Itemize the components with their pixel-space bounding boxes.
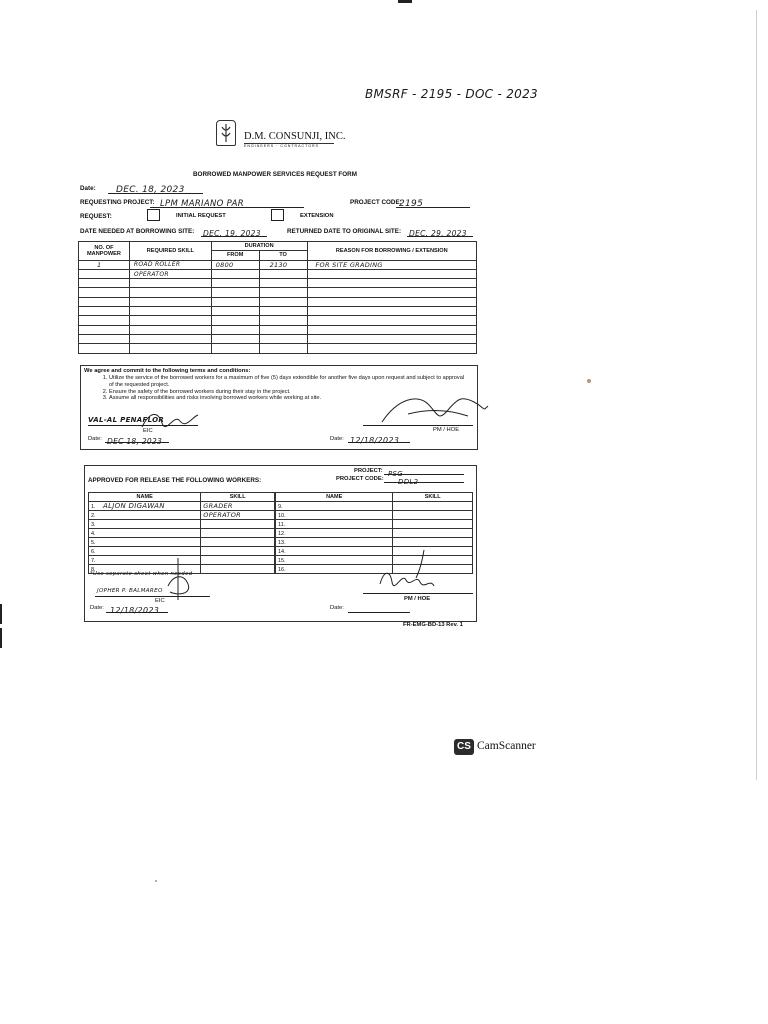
page-edge: [756, 10, 757, 780]
worker-name-cell: [276, 537, 393, 546]
row-number: 16.: [278, 566, 286, 573]
worker-skill: [201, 555, 275, 564]
row-number: 9.: [278, 503, 283, 510]
requesting-project-field: [150, 199, 304, 208]
pm-date-value: 12/18/2023: [350, 436, 400, 445]
returned-date-field: [407, 228, 473, 237]
row-number: 3.: [91, 521, 96, 528]
row-number: 8.: [91, 566, 96, 573]
header-duration: DURATION: [211, 242, 307, 251]
table-row: [79, 344, 477, 353]
date-needed-field: [201, 228, 267, 237]
table-row: [79, 316, 477, 325]
header-name: NAME: [276, 493, 393, 502]
worker-name-cell: [89, 537, 201, 546]
table-row: [276, 564, 473, 573]
eic-signature-line: [88, 424, 198, 426]
row-number: 4.: [91, 530, 96, 537]
table-row: [276, 510, 473, 519]
worker-skill: [393, 519, 473, 528]
release-pm-role: PM / HOE: [404, 596, 431, 602]
date-value: DEC. 18, 2023: [116, 185, 185, 195]
worker-name-cell: [89, 546, 201, 555]
table-row: [89, 510, 275, 519]
worker-skill: [393, 510, 473, 519]
returned-date-label: RETURNED DATE TO ORIGINAL SITE:: [287, 228, 402, 235]
scan-speck: [155, 880, 157, 882]
returned-date-value: DEC. 29, 2023: [409, 229, 467, 238]
worker-skill: [393, 528, 473, 537]
table-row: [79, 288, 477, 297]
worker-name-cell: [276, 519, 393, 528]
header-skill: REQUIRED SKILL: [129, 242, 211, 261]
release-pm-date-field: [348, 604, 410, 613]
row-number: 6.: [91, 548, 96, 555]
release-project-value: PSG: [388, 470, 403, 478]
table-row: [79, 297, 477, 306]
header-to: TO: [259, 251, 307, 260]
required-skill: OPERATOR: [129, 269, 211, 278]
release-project-label: PROJECT:: [354, 468, 383, 474]
row-number: 13.: [278, 539, 286, 546]
header-name: NAME: [89, 493, 201, 502]
form-code: FR-EMG-BD-13 Rev. 1: [403, 622, 463, 628]
header-reason: REASON FOR BORROWING / EXTENSION: [307, 242, 476, 261]
worker-skill: [201, 546, 275, 555]
project-code-value: 2195: [399, 199, 424, 209]
release-project-code-label: PROJECT CODE:: [336, 476, 384, 482]
release-pm-date-label: Date:: [330, 605, 344, 611]
company-tagline: ENGINEERS · CONTRACTORS: [244, 143, 334, 148]
worker-name-cell: [89, 519, 201, 528]
scan-edge-mark: [0, 628, 2, 648]
release-pm-signature: [376, 548, 438, 594]
duration-from: [211, 269, 259, 278]
row-number: 1.: [91, 503, 96, 510]
table-row: [276, 519, 473, 528]
required-skill: ROAD ROLLER: [129, 260, 211, 269]
eic-date-label: Date:: [88, 436, 102, 442]
table-row: [276, 546, 473, 555]
terms-item: 2. Ensure the safety of the borrowed workers during their stay in the project.: [109, 389, 469, 396]
worker-skill: [393, 537, 473, 546]
pm-signature-line: [363, 424, 473, 426]
scan-speck: [587, 379, 591, 383]
separate-sheet-note: *Use separate sheet when needed: [90, 571, 193, 577]
date-label: Date:: [80, 185, 96, 192]
camscanner-text: CamScanner: [477, 740, 536, 752]
extension-label: EXTENSION: [300, 213, 334, 219]
row-number: 2.: [91, 512, 96, 519]
worker-name-cell: [89, 510, 201, 519]
release-eic-date-value: 12/18/2023: [110, 606, 160, 615]
table-row: [89, 537, 275, 546]
company-name: D.M. CONSUNJI, INC.: [244, 131, 346, 142]
company-logo-icon: [216, 120, 236, 146]
release-eic-name: JOPHER P. BALMAREO: [97, 588, 163, 594]
worker-skill: OPERATOR: [201, 510, 275, 519]
worker-skill: [201, 564, 275, 573]
eic-role: EIC: [143, 428, 153, 434]
table-row: [276, 555, 473, 564]
table-row: [79, 269, 477, 278]
row-number: 7.: [91, 557, 96, 564]
table-row: [79, 260, 477, 269]
workers-table-right: [275, 492, 473, 574]
release-pm-line: [363, 592, 473, 594]
header-skill: SKILL: [201, 493, 275, 502]
worker-skill: [201, 519, 275, 528]
manpower-request-table: [78, 241, 477, 354]
table-row: [276, 501, 473, 510]
project-code-label: PROJECT CODE:: [350, 199, 402, 206]
reason: FOR SITE GRADING: [307, 260, 476, 269]
table-row: [89, 546, 275, 555]
initial-request-checkbox[interactable]: [147, 209, 160, 221]
eic-signatory-name: VAL-AL PENAFLOR: [88, 416, 165, 424]
pm-date-field: [348, 434, 410, 443]
project-code-field: [396, 199, 470, 208]
worker-name-cell: [276, 528, 393, 537]
worker-name-cell: [276, 510, 393, 519]
table-row: [79, 307, 477, 316]
duration-to: 2130: [259, 260, 307, 269]
release-project-code-field: [384, 475, 464, 486]
pm-role: PM / HOE: [433, 427, 460, 433]
pm-date-label: Date:: [330, 436, 344, 442]
initial-request-label: INITIAL REQUEST: [176, 213, 226, 219]
eic-date-field: [105, 434, 169, 446]
eic-date-value: DEC 18, 2023: [107, 437, 163, 446]
row-number: 12.: [278, 530, 286, 537]
terms-heading: We agree and commit to the following terms and conditions:: [84, 368, 251, 374]
release-eic-date-field: [106, 604, 168, 613]
header-from: FROM: [211, 251, 259, 260]
terms-item: 1. Utilize the service of the borrowed workers for a maximum of five (5) days extendible for another five days upon request and subject to approval of the requested project.: [109, 375, 469, 389]
reference-number: BMSRF - 2195 - DOC - 2023: [365, 87, 538, 101]
manpower-count: [79, 269, 130, 278]
release-eic-date-label: Date:: [90, 605, 104, 611]
row-number: 15.: [278, 557, 286, 564]
table-row: [89, 528, 275, 537]
worker-skill: [201, 528, 275, 537]
release-heading: APPROVED FOR RELEASE THE FOLLOWING WORKERS:: [88, 477, 262, 484]
duration-from: 0800: [211, 260, 259, 269]
worker-skill: GRADER: [201, 501, 275, 510]
form-title: BORROWED MANPOWER SERVICES REQUEST FORM: [193, 171, 357, 178]
worker-name-cell: [89, 528, 201, 537]
worker-name: ALJON DIGAWAN: [103, 501, 165, 510]
table-row: [79, 325, 477, 334]
table-row: [89, 519, 275, 528]
release-project-field: [384, 467, 464, 478]
scan-edge-mark: [398, 0, 412, 3]
worker-name-cell: [89, 501, 201, 510]
worker-name-cell: [276, 501, 393, 510]
row-number: 14.: [278, 548, 286, 555]
table-row: [276, 537, 473, 546]
table-row: [79, 334, 477, 343]
date-needed-value: DEC. 19, 2023: [203, 229, 261, 238]
terms-item: 3. Assume all responsibilities and risks involving borrowed workers while working at site.: [109, 395, 469, 402]
requesting-project-label: REQUESTING PROJECT:: [80, 199, 155, 206]
date-needed-label: DATE NEEDED AT BORROWING SITE:: [80, 228, 195, 235]
release-eic-role: EIC: [155, 598, 165, 604]
table-row: [79, 279, 477, 288]
duration-to: [259, 269, 307, 278]
worker-skill: [393, 501, 473, 510]
scan-edge-mark: [0, 604, 2, 624]
release-eic-line: [95, 595, 210, 597]
reason: [307, 269, 476, 278]
manpower-count: 1: [79, 260, 130, 269]
worker-skill: [201, 537, 275, 546]
date-field: [108, 185, 203, 194]
request-label: REQUEST:: [80, 213, 112, 220]
extension-checkbox[interactable]: [271, 209, 284, 221]
header-skill: SKILL: [393, 493, 473, 502]
header-manpower: NO. OF MANPOWER: [79, 242, 130, 261]
table-row: [89, 501, 275, 510]
camscanner-logo-icon: CS: [454, 739, 474, 755]
requesting-project-value: LPM MARIANO PAR: [160, 199, 244, 209]
release-project-code-value: DDL2: [398, 478, 419, 486]
row-number: 5.: [91, 539, 96, 546]
row-number: 10.: [278, 512, 286, 519]
row-number: 11.: [278, 521, 286, 528]
table-row: [276, 528, 473, 537]
